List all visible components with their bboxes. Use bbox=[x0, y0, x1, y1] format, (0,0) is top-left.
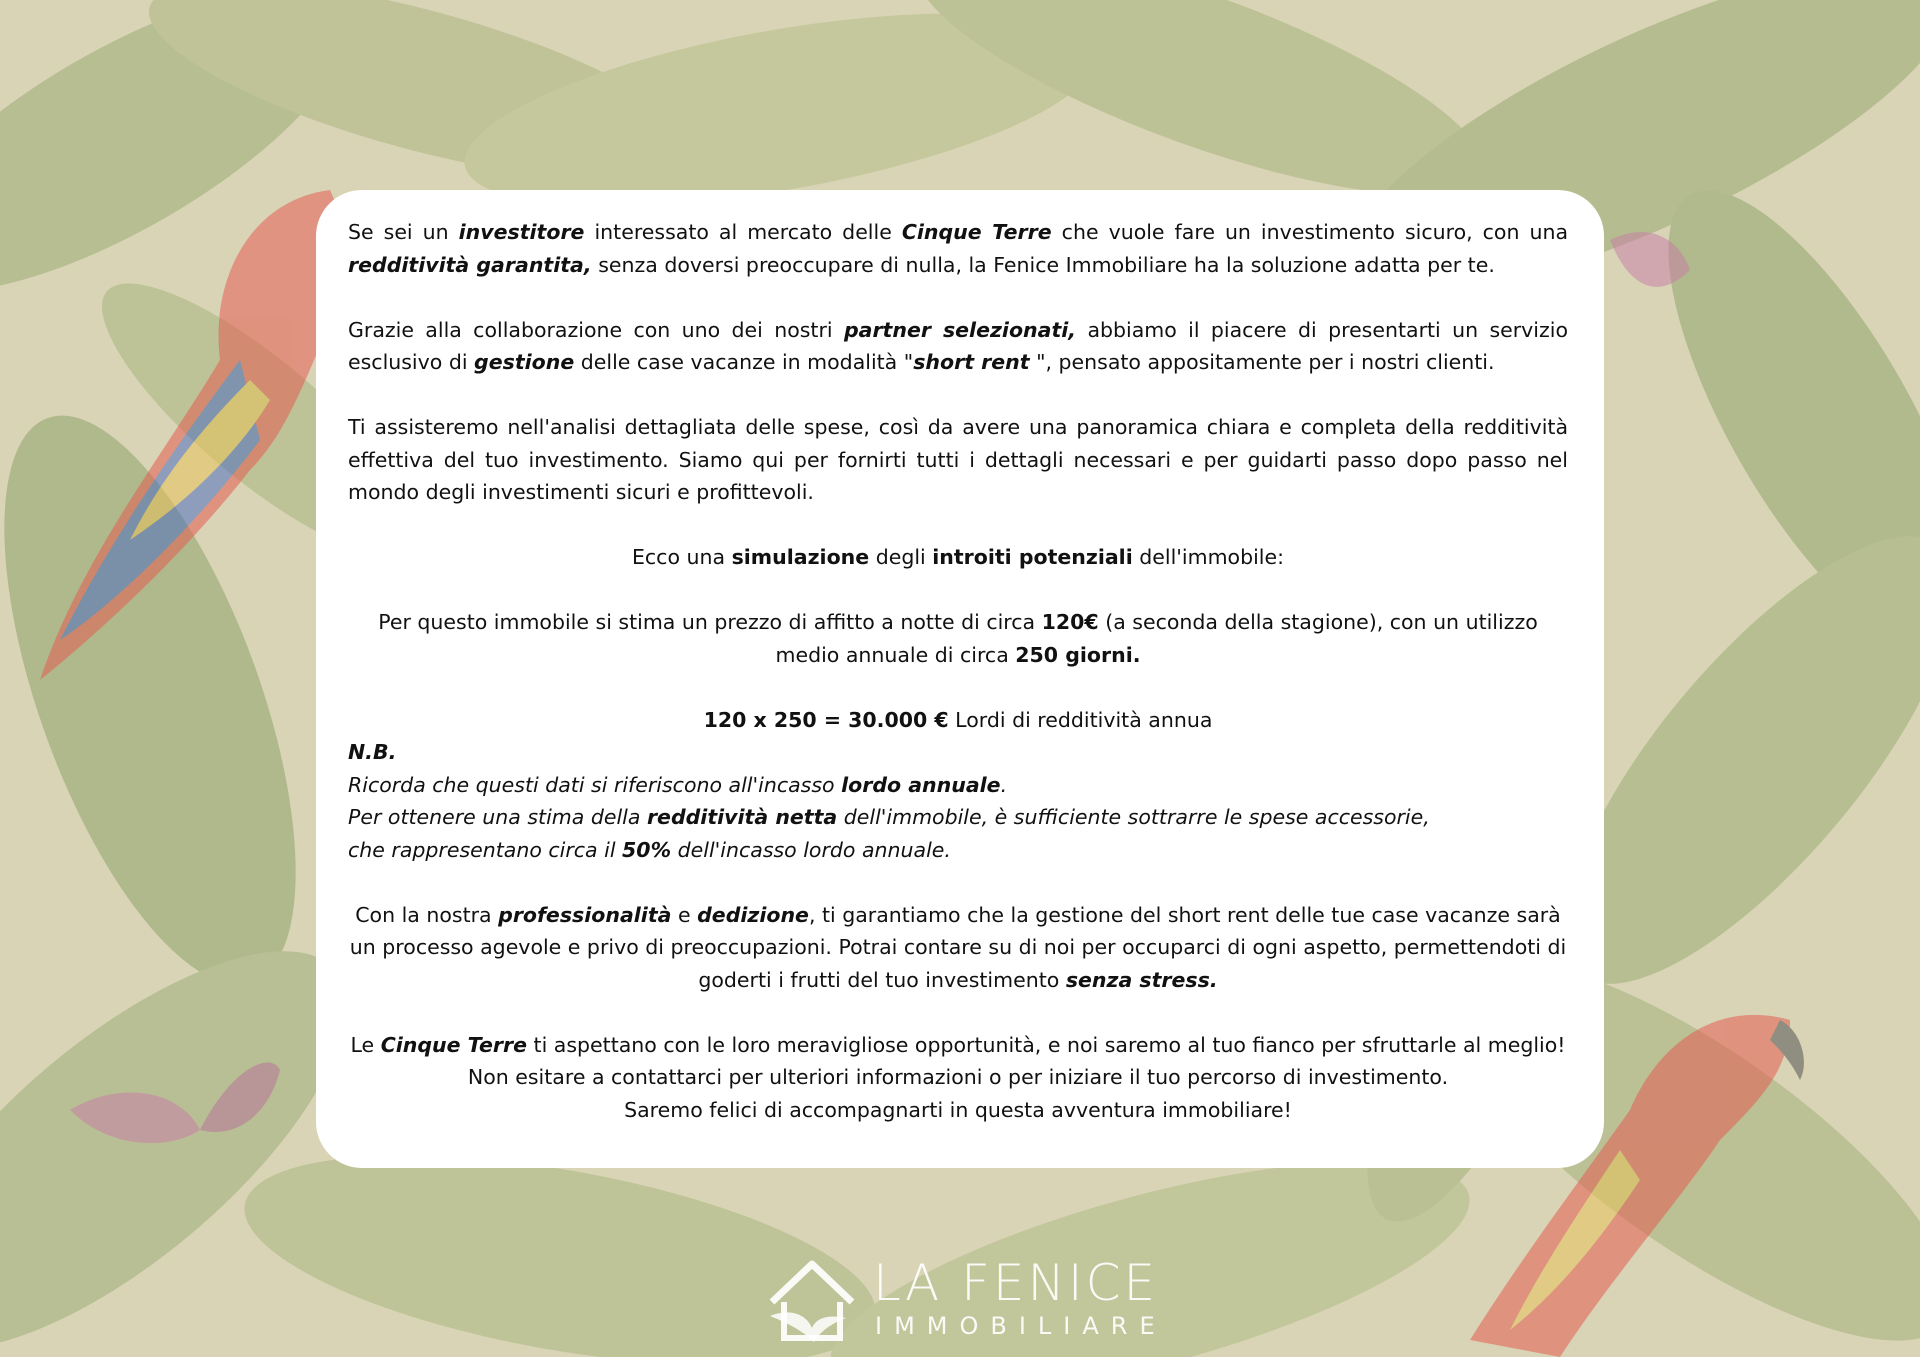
text-span: , ti garantiamo che la gestione del short rent delle tue case vacanze sarà un processo agevole e privo di preoccupazioni. Potrai contare su di noi per occuparci di ogni aspetto, permettendoti di goderti i frutti del tuo investimento bbox=[349, 902, 1567, 992]
price-per-night: 120€ bbox=[1041, 610, 1099, 634]
emphasis-cinque-terre-closing: Cinque Terre bbox=[380, 1032, 528, 1057]
annual-days: 250 giorni. bbox=[1015, 642, 1141, 667]
emphasis-cinque-terre: Cinque Terre bbox=[901, 220, 1052, 244]
closing-line-3: Saremo felici di accompagnarti in questa avventura immobiliare! bbox=[624, 1097, 1292, 1122]
emphasis-redditivita-netta: redditività netta bbox=[646, 805, 838, 829]
text-span: Grazie alla collaborazione con uno dei nostri bbox=[348, 317, 844, 342]
calculation-result: 120 x 250 = 30.000 € bbox=[703, 707, 949, 732]
emphasis-gestione: gestione bbox=[474, 350, 575, 374]
text-span: Ecco una bbox=[631, 545, 732, 569]
professional-paragraph bbox=[348, 899, 1568, 997]
text-span: dell'immobile: bbox=[1132, 545, 1285, 569]
logo-subtitle: IMMOBILIARE bbox=[875, 1312, 1167, 1340]
text-span: (a seconda della stagione), con un utilizzo medio annuale di circa bbox=[775, 610, 1538, 667]
emphasis-senza-stress: senza stress. bbox=[1065, 967, 1218, 992]
text-span: Ricorda che questi dati si riferiscono all'incasso bbox=[348, 772, 842, 797]
emphasis-percentage: 50% bbox=[622, 837, 672, 862]
emphasis-simulazione: simulazione bbox=[731, 545, 870, 569]
text-span: ", pensato appositamente per i nostri clienti. bbox=[1029, 350, 1495, 374]
simulation-heading bbox=[348, 541, 1568, 574]
text-span: Se sei un bbox=[348, 220, 459, 244]
partner-paragraph bbox=[348, 314, 1568, 379]
emphasis-redditivita: redditività garantita, bbox=[348, 252, 592, 277]
text-span: Le bbox=[350, 1032, 381, 1057]
text-span: ti aspettano con le loro meravigliose opportunità, e noi saremo al tuo fianco per sfruttarle al meglio! bbox=[527, 1032, 1566, 1057]
text-span: Con la nostra bbox=[355, 902, 499, 927]
text-span: dell'incasso lordo annuale. bbox=[671, 837, 951, 862]
text-span: degli bbox=[869, 545, 933, 569]
text-span: Per ottenere una stima della bbox=[348, 805, 647, 829]
text-span: senza doversi preoccupare di nulla, la Fenice Immobiliare ha la soluzione adatta per te. bbox=[591, 252, 1495, 277]
content-card bbox=[316, 190, 1604, 1168]
emphasis-professionalita: professionalità bbox=[498, 902, 672, 927]
closing-line-1 bbox=[348, 1029, 1568, 1062]
logo-name: LA FENICE bbox=[873, 1254, 1159, 1312]
text-span: e bbox=[671, 902, 698, 927]
estimate-paragraph bbox=[348, 606, 1568, 671]
emphasis-partner: partner selezionati, bbox=[843, 317, 1077, 342]
text-span: abbiamo il piacere di presentarti un servizio esclusivo di bbox=[348, 317, 1568, 374]
nb-text: N.B. bbox=[348, 740, 397, 764]
closing-line-2: Non esitare a contattarci per ulteriori informazioni o per iniziare il tuo percorso di investimento. bbox=[467, 1065, 1449, 1089]
text-span: Lordi di redditività annua bbox=[948, 707, 1213, 732]
analysis-paragraph: Ti assisteremo nell'analisi dettagliata delle spese, così da avere una panoramica chiara e completa della redditività effettiva del tuo investimento. Siamo qui per fornirti tutti i dettagli necessari e per guidarti passo dopo passo nel mondo degli investimenti sicuri e profittevoli. bbox=[348, 415, 1568, 504]
nb-label bbox=[348, 736, 1568, 769]
intro-paragraph bbox=[348, 216, 1568, 281]
emphasis-investitore: investitore bbox=[458, 220, 585, 244]
nb-line-2 bbox=[348, 801, 1568, 866]
text-span: delle case vacanze in modalità " bbox=[574, 350, 914, 374]
text-span: Per questo immobile si stima un prezzo di affitto a notte di circa bbox=[378, 610, 1042, 634]
la-fenice-logo bbox=[760, 1252, 1180, 1347]
text-span: dell'immobile, è sufficiente sottrarre le spese accessorie, che rappresentano circa il bbox=[348, 805, 1430, 862]
emphasis-short-rent: short rent bbox=[913, 350, 1030, 374]
text-span: . bbox=[1000, 772, 1008, 797]
emphasis-lordo-annuale: lordo annuale bbox=[841, 772, 1001, 797]
emphasis-introiti: introiti potenziali bbox=[932, 545, 1133, 569]
text-span: interessato al mercato delle bbox=[584, 220, 902, 244]
nb-line-1 bbox=[348, 769, 1568, 802]
calculation-line bbox=[348, 704, 1568, 737]
text-span: che vuole fare un investimento sicuro, con una bbox=[1051, 220, 1569, 244]
emphasis-dedizione: dedizione bbox=[697, 902, 809, 927]
house-phoenix-icon bbox=[764, 1258, 860, 1344]
